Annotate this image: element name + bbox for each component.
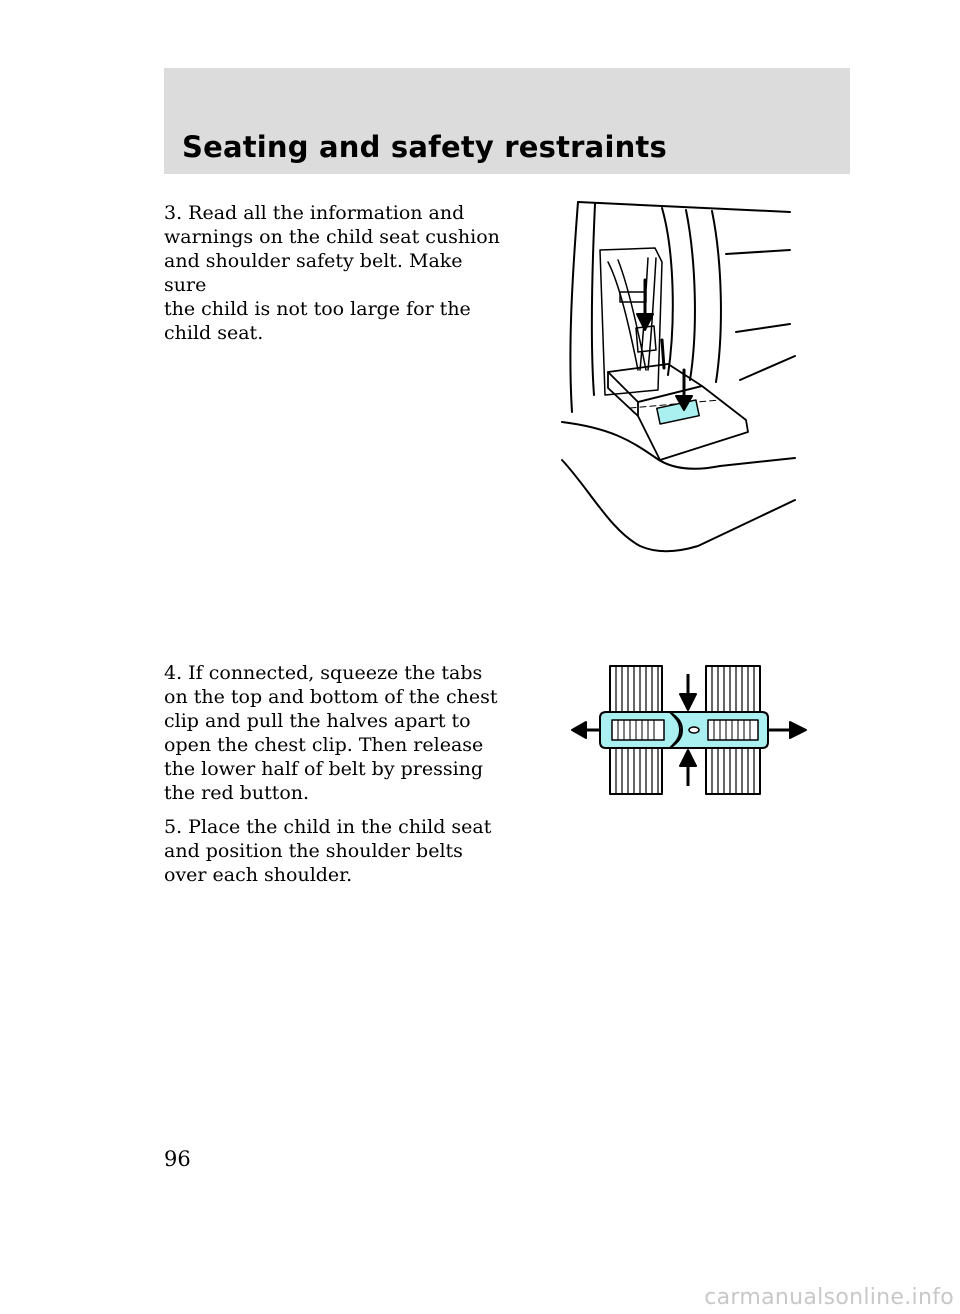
- watermark: carmanualsonline.info: [704, 1285, 954, 1310]
- page-title: Seating and safety restraints: [182, 130, 667, 164]
- page-number: 96: [164, 1147, 191, 1171]
- instruction-step-5: 5. Place the child in the child seat and position the shoulder belts over each shoulder.: [164, 816, 492, 886]
- instruction-step-4: 4. If connected, squeeze the tabs on the top and bottom of the chest clip and pull the halves apart to open the chest clip. Then release the lower half of belt by pressing the red button.: [164, 662, 498, 804]
- chest-clip-illustration: [570, 660, 810, 800]
- page-header: [164, 68, 850, 174]
- instruction-step-3: 3. Read all the information and warnings on the child seat cushion and shoulder safety belt. Make sure the child is not too large for the child seat.: [164, 202, 500, 344]
- child-seat-illustration: [550, 190, 810, 560]
